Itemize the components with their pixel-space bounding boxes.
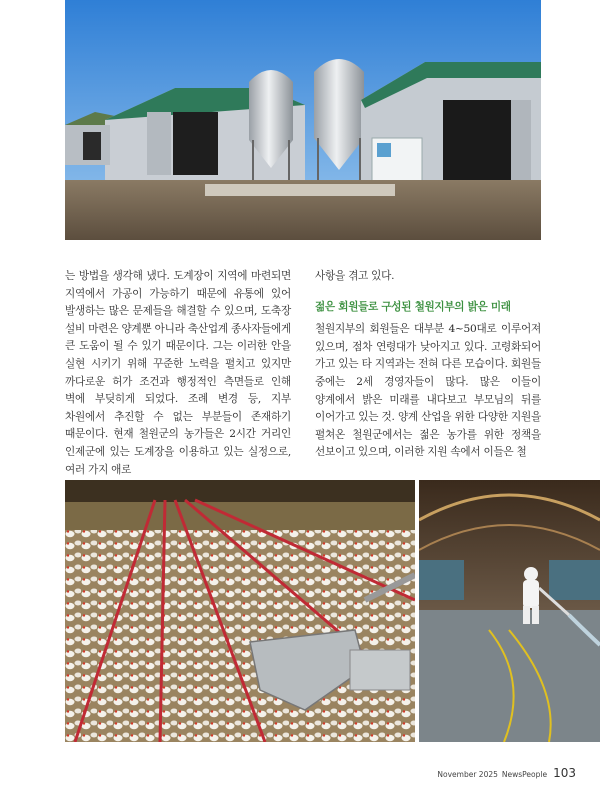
poultry-house-interior-photo	[65, 480, 415, 742]
page-number: 103	[553, 766, 576, 780]
farm-exterior-photo	[65, 0, 541, 240]
article-paragraph-continuation: 사항을 겪고 있다.	[315, 270, 395, 282]
article-column-right	[315, 268, 541, 462]
cleaning-worker-photo	[419, 480, 600, 742]
cleaning-illustration	[419, 480, 600, 742]
issue-date: November 2025	[437, 770, 498, 779]
farm-exterior-illustration	[65, 0, 541, 240]
magazine-name: NewsPeople	[501, 770, 548, 779]
page-folio	[437, 766, 576, 780]
article-column-left	[65, 268, 291, 479]
poultry-house-illustration	[65, 480, 415, 742]
article-paragraph: 철원지부의 회원들은 대부분 4~50대로 이루어져 있으며, 점차 연령대가 낮아지고 있다. 고령화되어 가고 있는 타 지역과는 전혀 다른 모습이다. 회원들 중에는 2세 경영자들이 많다. 많은 이들이 양계에서 밝은 미래를 내다보고 부모님의 뒤를 이어가고 있는 것. 양계 산업을 위한 다양한 지원을 펼쳐온 철원군에서는 젊은 농가를 위한 정책을 선보이고 있으며, 이러한 지원 속에서 이들은 철	[315, 323, 541, 459]
article-paragraph: 는 방법을 생각해 냈다. 도계장이 지역에 마련되면 지역에서 가공이 가능하기 때문에 유통에 있어 발생하는 많은 문제들을 해결할 수 있으며, 도축장 설비 마련은 양계뿐 아니라 축산업계 종사자들에게 큰 도움이 될 수 있기 때문이다. 그는 이러한 안을 실현 시키기 위해 꾸준한 노력을 펼치고 있지만 까다로운 허가 조건과 행정적인 측면들로 인해 벽에 부딪히게 되었다. 조례 변경 등, 지부 차원에서 추진할 수 없는 부분들이 존재하기 때문이다. 현재 철원군의 농가들은 2시간 거리인 인제군에 있는 도계장을 이용하고 있는 실정으로, 여러 가지 애로	[65, 270, 291, 476]
section-subheading: 젊은 회원들로 구성된 철원지부의 밝은 미래	[315, 300, 511, 313]
